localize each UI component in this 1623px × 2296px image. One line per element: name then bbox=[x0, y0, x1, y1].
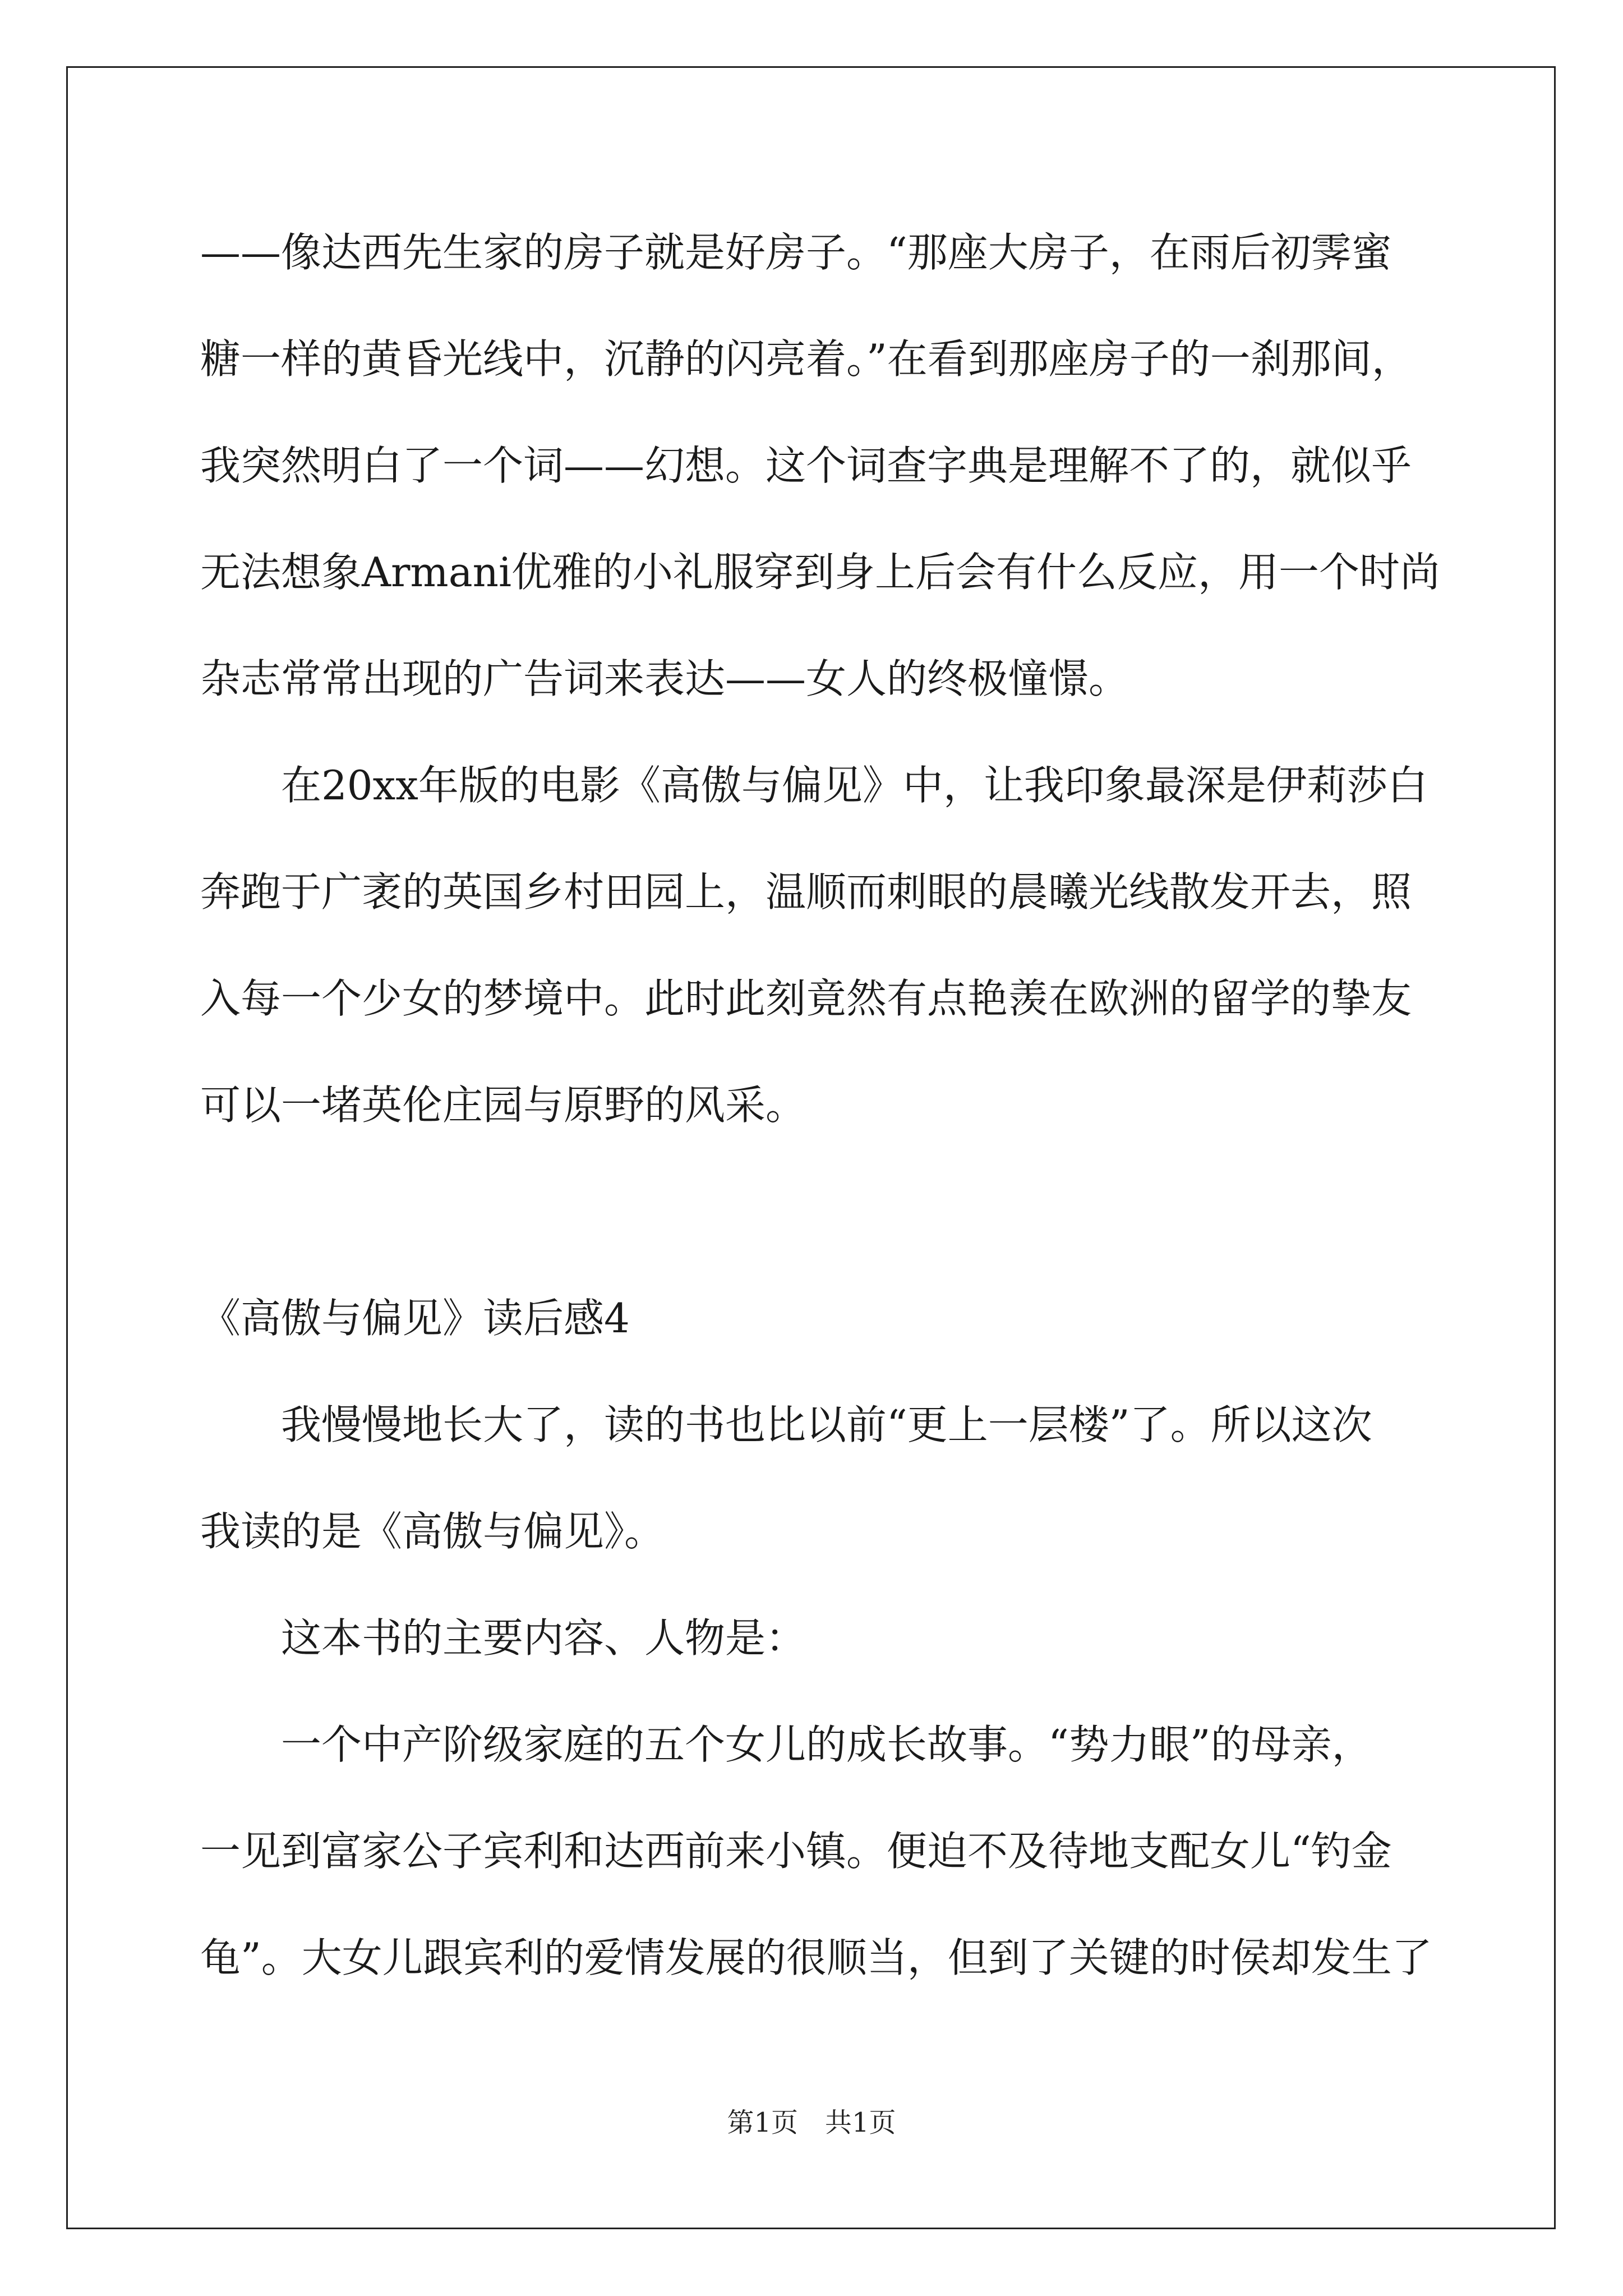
page-footer: 第1页 共1页 bbox=[727, 2107, 896, 2138]
text-line: 我突然明白了一个词——幻想。这个词查字典是理解不了的，就似乎 bbox=[200, 442, 1412, 489]
text-line: 杂志常常出现的广告词来表达——女人的终极憧憬。 bbox=[200, 655, 1129, 702]
paragraph-start: 我慢慢地长大了，读的书也比以前“更上一层楼”了。所以这次 bbox=[281, 1401, 1372, 1448]
paragraph-start: 这本书的主要内容、人物是： bbox=[281, 1614, 806, 1662]
text-line: 无法想象Armani优雅的小礼服穿到身上后会有什么反应，用一个时尚 bbox=[200, 549, 1441, 596]
paragraph-start: 在20xx年版的电影《高傲与偏见》中，让我印象最深是伊莉莎白 bbox=[281, 762, 1428, 809]
text-line: 我读的是《高傲与偏见》。 bbox=[200, 1508, 665, 1555]
text-line: ——像达西先生家的房子就是好房子。“那座大房子，在雨后初霁蜜 bbox=[200, 229, 1392, 276]
text-line: 可以一堵英伦庄园与原野的风采。 bbox=[200, 1082, 806, 1129]
section-gap bbox=[200, 1170, 1427, 1276]
paragraph-start: 一个中产阶级家庭的五个女儿的成长故事。“势力眼”的母亲， bbox=[281, 1721, 1372, 1768]
text-line: 入每一个少女的梦境中。此时此刻竟然有点艳羡在欧洲的留学的挚友 bbox=[200, 975, 1412, 1022]
text-line: 龟”。大女儿跟宾利的爱情发展的很顺当，但到了关键的时侯却发生了 bbox=[200, 1934, 1432, 1981]
document-body bbox=[200, 210, 1441, 2022]
text-line: 一见到富家公子宾利和达西前来小镇。便迫不及待地支配女儿“钓金 bbox=[200, 1828, 1392, 1875]
text-line: 糖一样的黄昏光线中，沉静的闪亮着。”在看到那座房子的一刹那间， bbox=[200, 335, 1412, 383]
section-heading: 《高傲与偏见》读后感4 bbox=[200, 1295, 630, 1342]
text-line: 奔跑于广袤的英国乡村田园上，温顺而刺眼的晨曦光线散发开去，照 bbox=[200, 868, 1412, 915]
